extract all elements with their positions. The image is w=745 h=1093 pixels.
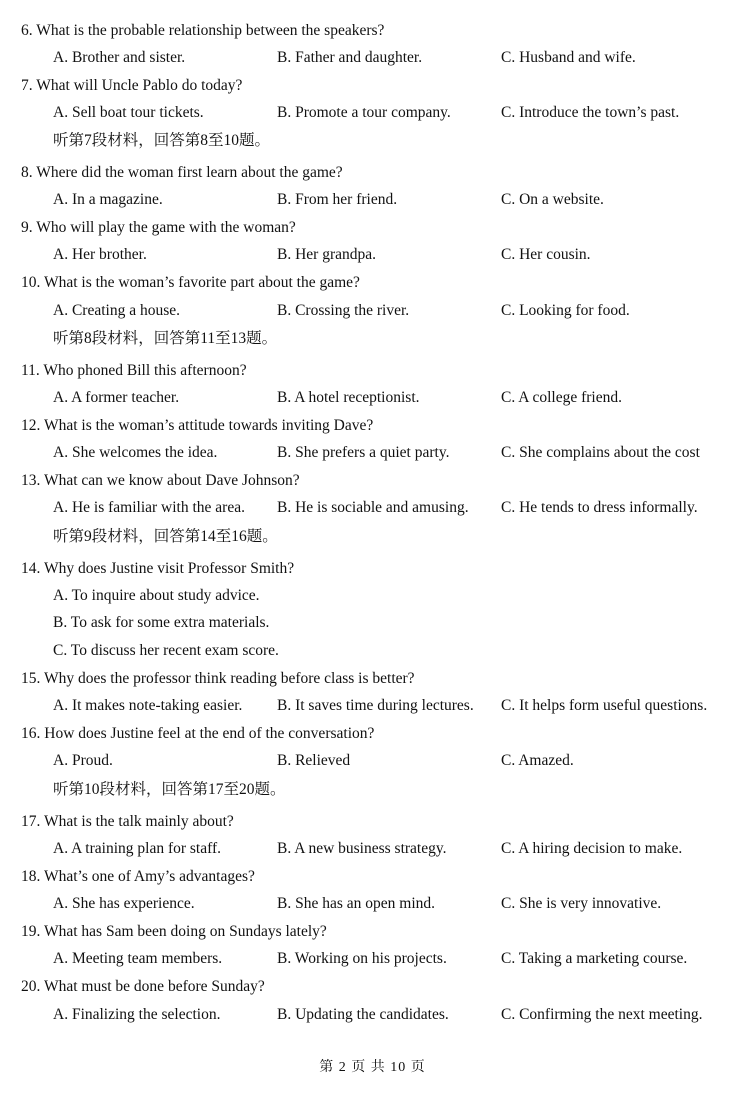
option-12a: A. She welcomes the idea. xyxy=(53,444,218,461)
option-9a: A. Her brother. xyxy=(53,246,147,263)
question-9: 9. Who will play the game with the woman? xyxy=(21,219,296,236)
option-8b: B. From her friend. xyxy=(277,191,398,208)
question-19: 19. What has Sam been doing on Sundays lately? xyxy=(21,923,327,940)
option-11c: C. A college friend. xyxy=(501,389,622,406)
option-12c: C. She complains about the cost xyxy=(501,444,700,461)
question-17: 17. What is the talk mainly about? xyxy=(21,813,234,830)
option-19b: B. Working on his projects. xyxy=(277,950,447,967)
option-18a: A. She has experience. xyxy=(53,895,195,912)
option-14c: C. To discuss her recent exam score. xyxy=(53,642,279,659)
question-15: 15. Why does the professor think reading before class is better? xyxy=(21,670,415,687)
question-6: 6. What is the probable relationship between the speakers? xyxy=(21,22,385,39)
option-16a: A. Proud. xyxy=(53,752,113,769)
option-15b: B. It saves time during lectures. xyxy=(277,697,474,714)
option-16b: B. Relieved xyxy=(277,752,351,769)
option-19c: C. Taking a marketing course. xyxy=(501,950,688,967)
option-16c: C. Amazed. xyxy=(501,752,574,769)
question-13: 13. What can we know about Dave Johnson? xyxy=(21,472,300,489)
option-11a: A. A former teacher. xyxy=(53,389,180,406)
question-8: 8. Where did the woman first learn about the game? xyxy=(21,164,343,181)
option-17c: C. A hiring decision to make. xyxy=(501,840,683,857)
question-16: 16. How does Justine feel at the end of the conversation? xyxy=(21,725,375,742)
option-14b: B. To ask for some extra materials. xyxy=(53,614,270,631)
option-15a: A. It makes note-taking easier. xyxy=(53,697,243,714)
option-7a: A. Sell boat tour tickets. xyxy=(53,104,204,121)
option-13c: C. He tends to dress informally. xyxy=(501,499,698,516)
option-11b: B. A hotel receptionist. xyxy=(277,389,420,406)
option-17b: B. A new business strategy. xyxy=(277,840,447,857)
question-7: 7. What will Uncle Pablo do today? xyxy=(21,77,243,94)
section-note-8: 听第8段材料，回答第11至13题。 xyxy=(53,330,278,347)
question-20: 20. What must be done before Sunday? xyxy=(21,978,265,995)
option-6b: B. Father and daughter. xyxy=(277,49,423,66)
section-note-9: 听第9段材料，回答第14至16题。 xyxy=(53,528,278,545)
question-10: 10. What is the woman’s favorite part about the game? xyxy=(21,274,360,291)
option-7c: C. Introduce the town’s past. xyxy=(501,104,680,121)
option-18b: B. She has an open mind. xyxy=(277,895,435,912)
option-8c: C. On a website. xyxy=(501,191,604,208)
option-10c: C. Looking for food. xyxy=(501,302,630,319)
option-8a: A. In a magazine. xyxy=(53,191,163,208)
question-11: 11. Who phoned Bill this afternoon? xyxy=(21,362,247,379)
question-18: 18. What’s one of Amy’s advantages? xyxy=(21,868,255,885)
option-20c: C. Confirming the next meeting. xyxy=(501,1006,703,1023)
option-10a: A. Creating a house. xyxy=(53,302,180,319)
option-7b: B. Promote a tour company. xyxy=(277,104,451,121)
option-14a: A. To inquire about study advice. xyxy=(53,587,260,604)
option-10b: B. Crossing the river. xyxy=(277,302,410,319)
section-note-7: 听第7段材料，回答第8至10题。 xyxy=(53,132,271,149)
option-6a: A. Brother and sister. xyxy=(53,49,186,66)
option-15c: C. It helps form useful questions. xyxy=(501,697,708,714)
option-20a: A. Finalizing the selection. xyxy=(53,1006,221,1023)
question-14: 14. Why does Justine visit Professor Smith? xyxy=(21,560,295,577)
option-18c: C. She is very innovative. xyxy=(501,895,662,912)
question-12: 12. What is the woman’s attitude towards inviting Dave? xyxy=(21,417,374,434)
section-note-10: 听第10段材料，回答第17至20题。 xyxy=(53,781,286,798)
option-20b: B. Updating the candidates. xyxy=(277,1006,449,1023)
option-19a: A. Meeting team members. xyxy=(53,950,223,967)
option-13b: B. He is sociable and amusing. xyxy=(277,499,469,516)
option-17a: A. A training plan for staff. xyxy=(53,840,222,857)
option-9b: B. Her grandpa. xyxy=(277,246,376,263)
option-13a: A. He is familiar with the area. xyxy=(53,499,245,516)
option-12b: B. She prefers a quiet party. xyxy=(277,444,450,461)
option-6c: C. Husband and wife. xyxy=(501,49,636,66)
option-9c: C. Her cousin. xyxy=(501,246,591,263)
page-footer: 第 2 页 共 10 页 xyxy=(319,1060,426,1075)
